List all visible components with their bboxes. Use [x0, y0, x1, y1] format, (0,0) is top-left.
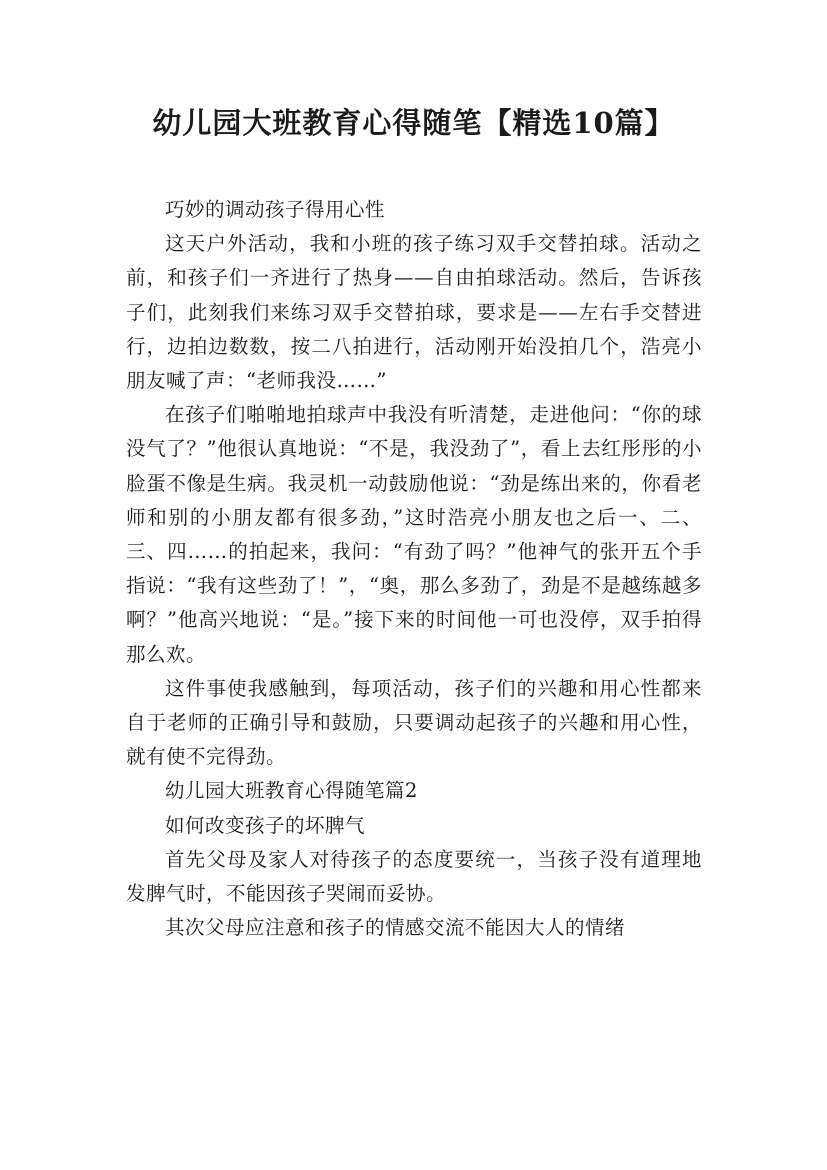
paragraph: 其次父母应注意和孩子的情感交流不能因大人的情绪: [165, 916, 626, 940]
section-heading: 幼儿园大班教育心得随笔篇2: [165, 779, 418, 803]
paragraph: 这天户外活动，我和小班的孩子练习双手交替拍球。活动之前，和孩子们一齐进行了热身——自由拍球活动。然后，告诉孩子们，此刻我们来练习双手交替拍球，要求是——左右手交替进行，边拍边数数，按二八拍进行，活动刚开始没拍几个，浩亮小朋友喊了声：“老师我没……”: [126, 232, 702, 393]
section-heading: 巧妙的调动孩子得用心性: [165, 198, 386, 221]
document-title: 幼儿园大班教育心得随笔【精选10篇】: [152, 106, 675, 140]
paragraph: 在孩子们啪啪地拍球声中我没有听清楚，走进他问：“你的球没气了？”他很认真地说：“不是，我没劲了”，看上去红彤彤的小脸蛋不像是生病。我灵机一动鼓励他说：“劲是练出来的，你看老师和别的小朋友都有很多劲，”这时浩亮小朋友也之后一、二、三、四……的拍起来，我问：“有劲了吗？”他神气的张开五个手指说：“我有这些劲了！”，“奥，那么多劲了，劲是不是越练越多啊？”他高兴地说：“是。”接下来的时间他一可也没停，双手拍得那么欢。: [126, 403, 702, 666]
section-heading: 如何改变孩子的坏脾气: [165, 813, 366, 837]
paragraph: 首先父母及家人对待孩子的态度要统一，当孩子没有道理地发脾气时，不能因孩子哭闹而妥协。: [126, 847, 702, 906]
paragraph: 这件事使我感触到，每项活动，孩子们的兴趣和用心性都来自于老师的正确引导和鼓励，只要调动起孩子的兴趣和用心性，就有使不完得劲。: [126, 676, 702, 769]
document-body: [126, 193, 702, 945]
